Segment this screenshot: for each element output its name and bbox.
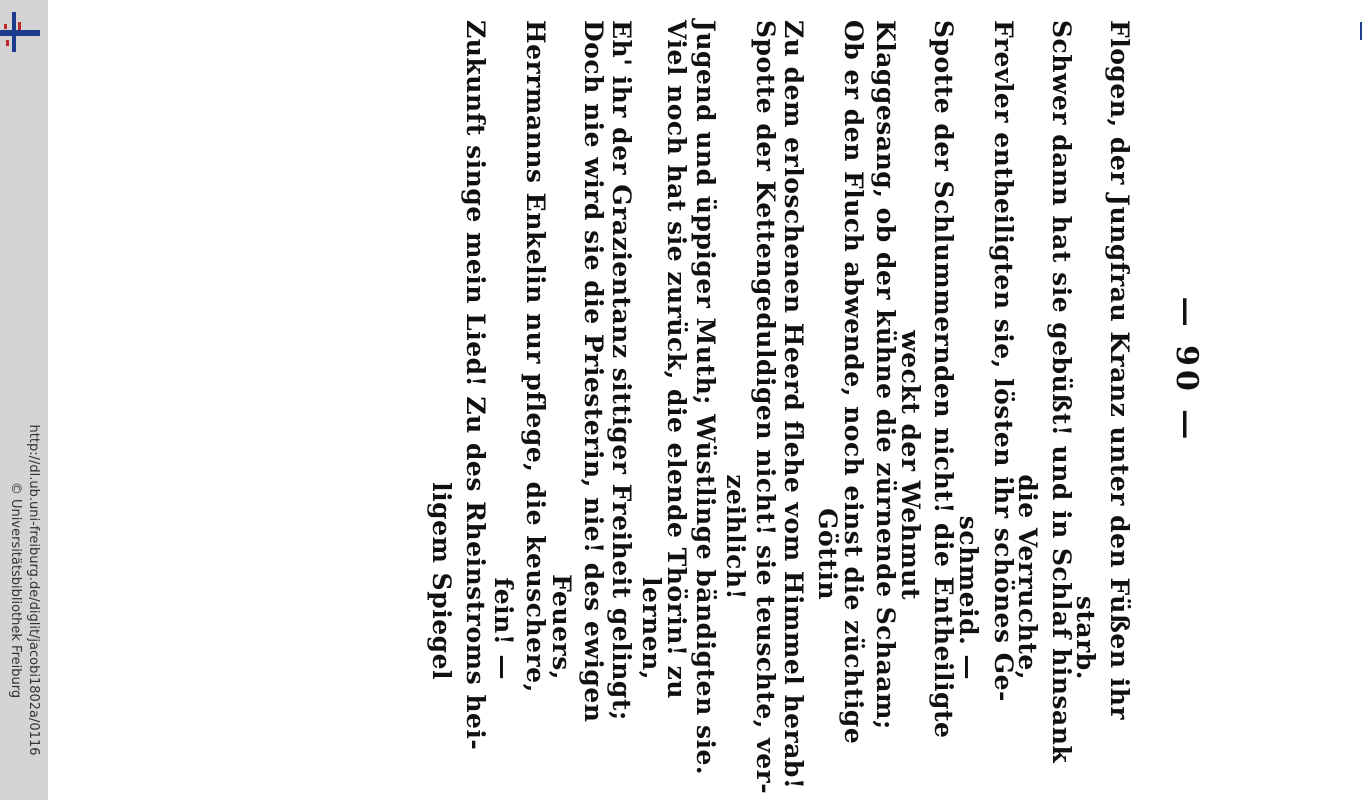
text-line: Spotte der Schlummernden nicht! die Entheiligte — [929, 20, 958, 739]
source-url[interactable]: http://dl.ub.uni-freiburg.de/diglit/jacobi1802a/0116 — [26, 424, 41, 756]
text-line: Doch nie wird sie die Priesterin, nie! des ewigen — [579, 20, 608, 723]
text-line: zeihlich! — [721, 474, 750, 600]
text-line: Viel noch hat sie zurück, die elende Thörin! zu — [662, 20, 691, 700]
text-line: Schwer dann hat sie gebüßt! und in Schlaf hinsank — [1047, 20, 1076, 764]
text-line: schmeid. — — [954, 515, 983, 680]
text-line: Zukunft singe mein Lied! Zu des Rheinstroms hei- — [461, 20, 490, 751]
edge-marker-icon — [1358, 22, 1364, 40]
copyright-text: © Universitätsbibliothek Freiburg — [8, 481, 23, 699]
text-line: Herrmanns Enkelin nur pflege, die keuschere, — [521, 20, 550, 693]
source-attribution — [6, 425, 42, 756]
text-line: weckt der Wehmut — [896, 330, 925, 600]
text-line: Eh' ihr der Grazientanz sittiger Freiheit gelingt; — [607, 20, 636, 721]
text-line: Ob er den Fluch abwende, noch einst die züchtige — [839, 20, 868, 745]
library-logo-icon — [0, 8, 44, 52]
text-line: Jugend und üppiger Muth; Wüstlinge bändigten sie. — [691, 20, 720, 776]
text-line: Klaggesang, ob der kühne die zürnende Schaam; — [871, 20, 900, 730]
text-line: Zu dem erloschenen Heerd flehe vom Himmel herab! — [779, 20, 808, 790]
text-line: ligem Spiegel — [427, 482, 456, 680]
text-line: Spotte der Kettengeduldigen nicht! sie teuschte, ver- — [751, 20, 780, 795]
page-edge — [1350, 0, 1368, 800]
text-line: die Verruchte, — [1013, 474, 1042, 680]
text-line: starb. — [1071, 595, 1100, 680]
text-line: Flogen, der Jungfrau Kranz unter den Füßen ihr — [1105, 20, 1134, 721]
text-block — [246, 20, 1226, 795]
page-number: — 90 — — [1169, 296, 1204, 444]
text-line: lernen, — [637, 576, 666, 680]
text-line: Frevler entheiligten sie, lösten ihr schönes Ge- — [989, 20, 1018, 702]
viewer-sidebar — [0, 0, 48, 800]
text-line: Feuers, — [547, 574, 576, 680]
page-content — [246, 20, 1226, 795]
text-line: fein! — — [489, 577, 518, 680]
text-line: Göttin — [813, 508, 842, 600]
